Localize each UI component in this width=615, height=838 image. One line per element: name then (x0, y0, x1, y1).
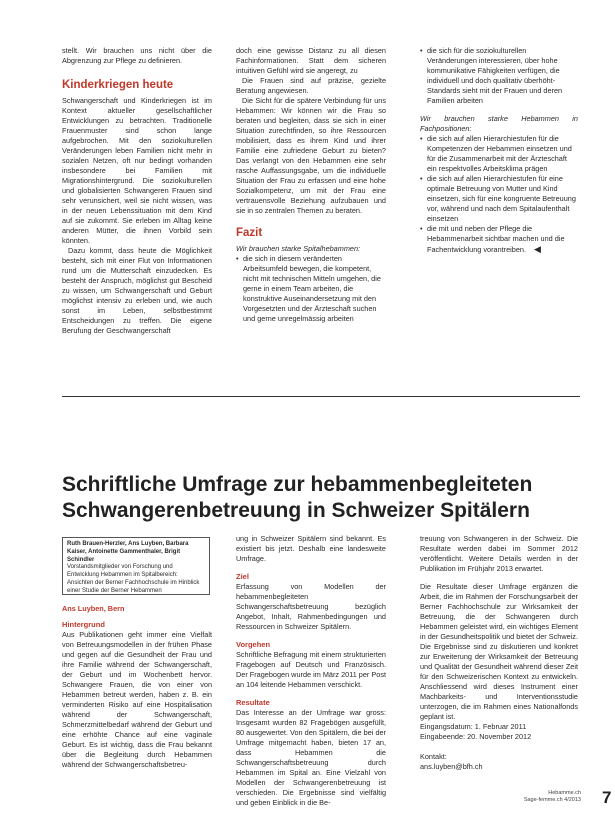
col3-bullet: • die sich auf allen Hierarchiestufen für die Kompetenzen der Hebammen einsetzen und für die Zusammenarbeit mit der Ärzteschaft ein respektvolles Arbeitsklima prägen (420, 134, 578, 174)
col3-text1: treuung von Schwangeren in der Schweiz. Die Resultate werden dabei im Sommer 2012 veröffentlicht. Weitere Details werden in der Publikation im Frühjahr 2013 erwartet. (420, 534, 578, 573)
article-title: Schriftliche Umfrage zur hebammenbegleiteten Schwangerenbetreuung in Schweizer Spitälern (62, 473, 533, 522)
resultate-text: Das Interesse an der Umfrage war gross: Insgesamt wurden 82 Fragebögen ausgefüllt, 80 ausgewertet. Von den Spitälern, die bei der Umfrage mitgemacht haben, bieten 17 an, dass Hebammen die Schwangerschaftsbetreuung durch Hebammen im Spital an. Eine Vielzahl von Modellen der Schwangerenbetreuung ist verschieden. Die Ergebnisse sind vielfältig und geben Einblick in die Be- (236, 708, 386, 807)
ziel-text: Erfassung von Modellen der hebammenbegleiteten Schwangerschaftsbetreuung bezüglich Angebot, Inhalt, Rahmenbedingungen und Ressourcen in Schweizer Spitälern. (236, 582, 386, 631)
col3-bullet: • die sich für die soziokulturellen Veränderungen interessieren, über hohe kommunikative Fähigkeiten verfügen, die individuell und doch qualitativ überhöht-Standards sieht mit der Frauen und deren Familien arbeiten (420, 46, 578, 106)
article-column-3 (420, 534, 578, 772)
contact-email[interactable]: ans.luyben@bfh.ch (420, 762, 483, 771)
page-footer (524, 790, 581, 804)
article-column-1 (62, 604, 212, 770)
page-number: 7 (602, 788, 612, 807)
vorgehen-text: Schriftliche Befragung mit einem strukturierten Fragebogen auf Deutsch und Französisch. Der Fragebogen wurde im März 2011 per Post an 104 leitende Hebammen verschickt. (236, 650, 386, 689)
top-column-3 (420, 46, 578, 255)
top-column-2 (236, 46, 386, 324)
heading-resultate: Resultate (236, 698, 270, 707)
fazit-intro: Wir brauchen starke Spitalhebammen: (236, 244, 361, 253)
author-description: Vorstandsmitglieder von Forschung und Entwicklung Hebammen im Spitalbereich: Ansichten der Berner Fachhochschule im Hinblick einer Studie der Berner Hebammen (67, 564, 200, 594)
top-column-1 (62, 46, 212, 336)
col3-bullet-text: die mit und neben der Pflege die Hebammenarbeit sichtbar machen und die Fachentwicklung vorantreiben. (427, 224, 565, 254)
col3-bullets-1 (420, 46, 578, 106)
hintergrund-text: Aus Publikationen geht immer eine Vielfalt von Betreuungsmodellen in der frühen Phase und gegen auf die Gesundheit der Frau und ihre Familie während der Schwangerschaft, der Geburt und im Wochenbett hervor. Schwangere Frauen, die von einer von Hebammen betreut werden, haben z. B. ein verminderten Risiko auf eine Hospitalisation während der Schwangerschaft, Schmerzmittelbedarf während der Geburt und eine erhöhte Chance auf eine vaginale Geburt. Es ist wichtig, dass die Frau bekannt über die Begleitung durch Hebammen während der Schwangerschaftsbetreu- (62, 630, 212, 769)
end-marker-icon: ◀ (533, 244, 541, 254)
top-col1-para2: Dazu kommt, dass heute die Möglichkeit besteht, sich mit einer Flut von Informationen rund um die Mutterschaft einzudecken. Es besteht der Anspruch, möglichst gut Bescheid zu wissen, um Schwangerschaft und Geburt möglichst intensiv zu erleben und, wie auch sonst im Leben, selbstbestimmt Entscheidungen zu treffen. Die eigene Berufung der Geschwangerschaft (62, 246, 212, 335)
col3-bullets-2 (420, 134, 578, 255)
section-divider (62, 396, 580, 397)
top-col2-para1: doch eine gewisse Distanz zu all diesen Fachinformationen. Statt dem sicheren intuitiven Gefühl wird sie angeregt, zu (236, 46, 386, 75)
heading-hintergrund: Hintergrund (62, 620, 105, 629)
col2-text1: ung in Schweizer Spitälern sind bekannt. Es existiert bis jetzt. Deshalb eine landesweite Umfrage. (236, 534, 386, 563)
heading-fazit: Fazit (236, 227, 263, 239)
col3-bullet-last (420, 224, 578, 255)
top-col1-intro: stellt. Wir brauchen uns nicht über die Abgrenzung zur Pflege zu definieren. (62, 46, 212, 65)
top-col1-para1: Schwangerschaft und Kinderkriegen ist im Kontext aktueller gesellschaftlicher Entwicklungen zu betrachten. Traditionelle Frauenmuster sind schon lange aufgebrochen. Mit den soziokulturellen Veränderungen leben Familien nicht mehr in sozialen Netzen, oft nur bedingt vorhanden insbesondere bei Familien mit Migrationshintergrund. Die soziokulturellen und globalisierten Schwangeren Frauen sind sehr verunsichert, weil sie nicht wissen, was in der neuen Lebenssituation mit dem Kind auf sie zukommt. Sie erleben im Alltag keine anderen Mütter, die ihnen Vorbild sein könnten. (62, 96, 212, 245)
col3-intro2: Wir brauchen starke Hebammen in Fachpositionen: (420, 114, 578, 133)
col3-dates: Eingangsdatum: 1. Februar 2011 Eingabeende: 20. November 2012 (420, 722, 532, 741)
article-column-2 (236, 534, 386, 808)
col3-bullet: • die sich auf allen Hierarchiestufen für eine optimale Betreuung von Mutter und Kind einsetzen, sich für eine kongruente Betreuung vor, während und nach dem Spitalaufenthalt einsetzen (420, 174, 578, 224)
fazit-bullets (236, 254, 386, 324)
author-names: Ruth Brauen-Herzler, Ans Luyben, Barbara Kaiser, Antoinette Gammenthaler, Brigit Schindler (67, 541, 189, 563)
heading-vorgehen: Vorgehen (236, 640, 271, 649)
top-col2-para2: Die Frauen sind auf präzise, gezielte Beratung angewiesen. (236, 76, 386, 95)
top-col2-para3: Die Sicht für die spätere Verbindung für uns Hebammen: Wir können wir die Frau so beraten und begleiten, dass sie sich in einer Situation zurechtfinden, so ihre Ressourcen mobilisiert, dass es ihrem Kind und ihrer Familie eine zufriedene Geburt zu bieten? Das verlangt von den Hebammen eine sehr rasche Auffassungsgabe, um die individuelle Situation der Frau zu erfassen und eine hohe Sozialkompetenz, um mit der Frau eine vertrauensvolle Beziehung aufzubauen und sie in so zentralen Themen zu beraten. (236, 96, 386, 215)
col3-text2: Die Resultate dieser Umfrage ergänzen die Arbeit, die im Rahmen der Forschungsarbeit der Berner Fachhochschule zur Wirksamkeit der Betreuung, die der Schwangeren durch Hebammen geleistet wird, ein wichtiges Element in der Gesundheitspolitik und bietet der Schweiz. Die Ergebnisse sind zu diskutieren und konkret zur Erweiterung der Wirksamkeit der Betreuung und Qualität der Gesundheit während dieser Zeit für den Schweizerischen Kontext zu entwickeln. Anschliessend wird dieses Instrument einer Machbarkeits- und Interventionsstudie unterzogen, die im Rahmen eines Nationalfonds geplant ist. (420, 582, 578, 721)
heading-kinderkriegen: Kinderkriegen heute (62, 79, 174, 91)
contact-label: Kontakt: (420, 752, 447, 761)
heading-ziel: Ziel (236, 572, 249, 581)
footer-journal: Hebamme.ch (548, 790, 581, 796)
footer-issue: Sage-femme.ch 4/2013 (523, 797, 581, 803)
fazit-bullet: • die sich in diesem veränderten Arbeitsumfeld bewegen, die kompetent, nicht mit technischen Mitteln umgehen, die gerne in einem Team arbeiten, die konstruktive Auseinandersetzung mit den Vorgesetzten und der Ärzteschaft suchen und gerne unregelmässig arbeiten (236, 254, 386, 324)
article-byline: Ans Luyben, Bern (62, 604, 125, 613)
author-box (62, 537, 210, 595)
